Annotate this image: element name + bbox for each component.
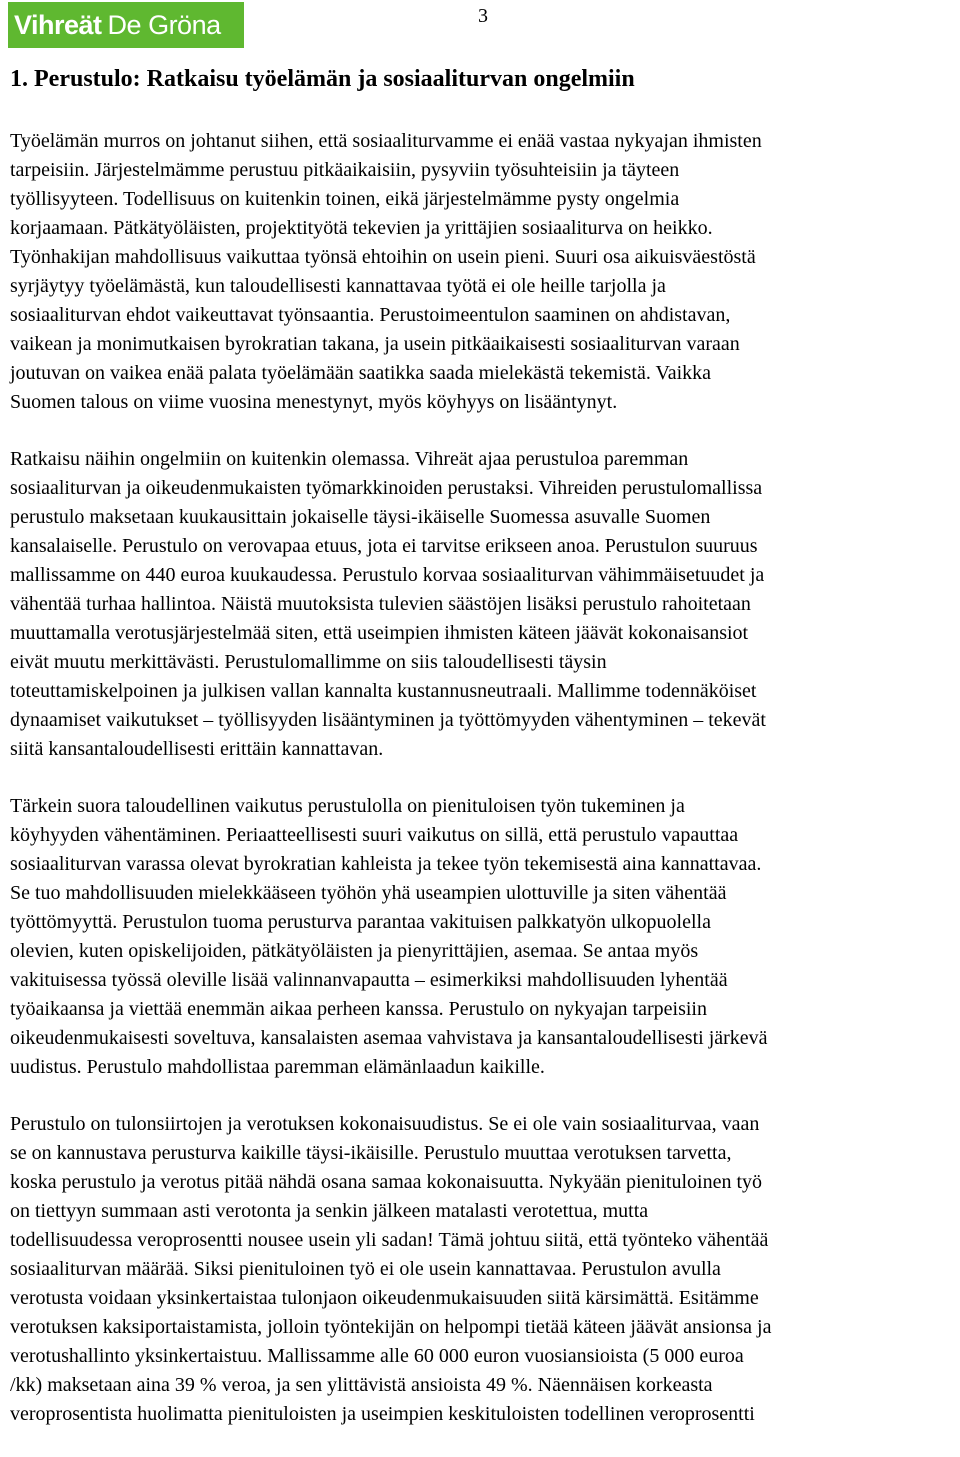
document-body — [10, 127, 954, 1457]
text-line: vaikean ja monimutkaisen byrokratian takana, ja usein pitkäaikaisesti sosiaaliturvan varaan — [10, 333, 740, 355]
text-line: sosiaaliturvan varassa olevat byrokratian kahleista ja tekee työn tekemisestä aina kannattavaa. — [10, 853, 762, 875]
text-line: tarpeisiin. Järjestelmämme perustuu pitkäaikaisiin, pysyviin työsuhteisiin ja täyteen — [10, 159, 680, 181]
logo-word-de-grona: De Gröna — [107, 9, 221, 40]
text-line: sosiaaliturvan ja oikeudenmukaisten työmarkkinoiden perustaksi. Vihreiden perustulomallissa — [10, 477, 763, 499]
text-line: muuttamalla verotusjärjestelmää siten, että useimpien ihmisten käteen jäävät kokonaisansiot — [10, 622, 749, 644]
text-line: syrjäytyy työelämästä, kun taloudellisesti kannattavaa työtä ei ole heille tarjolla ja — [10, 275, 666, 297]
text-line: mallissamme on 440 euroa kuukaudessa. Perustulo korvaa sosiaaliturvan vähimmäisetuudet ja — [10, 564, 765, 586]
text-line: verotushallinto yksinkertaistuu. Mallissamme alle 60 000 euron vuosiansioista (5 000 euroa — [10, 1345, 744, 1367]
section-heading: 1. Perustulo: Ratkaisu työelämän ja sosiaaliturvan ongelmiin — [10, 66, 635, 92]
page-number: 3 — [478, 5, 488, 27]
paragraph-3 — [10, 792, 954, 1082]
text-line: kansalaiselle. Perustulo on verovapaa etuus, jota ei tarvitse erikseen anoa. Perustulon suuruus — [10, 535, 758, 557]
paragraph-2 — [10, 445, 954, 764]
text-line: verotuksen kaksiportaistamista, jolloin työntekijän on helpompi tietää käteen jäävät ansionsa ja — [10, 1316, 772, 1338]
text-line: koska perustulo ja verotus pitää nähdä osana samaa kokonaisuutta. Nykyään pienituloinen työ — [10, 1171, 763, 1193]
text-line: eivät muutu merkittävästi. Perustulomallimme on siis taloudellisesti täysin — [10, 651, 607, 673]
text-line: työllisyyteen. Todellisuus on kuitenkin toinen, eikä järjestelmämme pysty ongelmia — [10, 188, 680, 210]
text-line: työttömyyttä. Perustulon tuoma perusturva parantaa vakituisen palkkatyön ulkopuolella — [10, 911, 711, 933]
text-line: on tiettyyn summaan asti verotonta ja senkin jälkeen matalasti verotettua, mutta — [10, 1200, 649, 1222]
text-line: Se tuo mahdollisuuden mielekkääseen työhön yhä useampien ulottuville ja siten vähentää — [10, 882, 727, 904]
text-line: Perustulo on tulonsiirtojen ja verotuksen kokonaisuudistus. Se ei ole vain sosiaaliturvaa, vaan — [10, 1113, 760, 1135]
text-line: joutuvan on vaikea enää palata työelämään saatikka saada mielekästä tekemistä. Vaikka — [10, 362, 712, 384]
text-line: oikeudenmukaisesti soveltuva, kansalaisten asemaa vahvistava ja kansantaloudellisesti järkevä — [10, 1027, 768, 1049]
text-line: toteuttamiskelpoinen ja julkisen vallan kannalta kustannusneutraali. Mallimme todennäköiset — [10, 680, 757, 702]
text-line: Työnhakijan mahdollisuus vaikuttaa työnsä ehtoihin on usein pieni. Suuri osa aikuisväestöstä — [10, 246, 756, 268]
text-line: sosiaaliturvan ehdot vaikeuttavat työnsaantia. Perustoimeentulon saaminen on ahdistavan, — [10, 304, 731, 326]
text-line: vähentää turhaa hallintoa. Näistä muutoksista tulevien säästöjen lisäksi perustulo rahoitetaan — [10, 593, 751, 615]
paragraph-1 — [10, 127, 954, 417]
text-line: korjaamaan. Pätkätyöläisten, projektityötä tekevien ja yrittäjien sosiaaliturva on heikko. — [10, 217, 713, 239]
text-line: perustulo maksetaan kuukausittain jokaiselle täysi-ikäiselle Suomessa asuvalle Suomen — [10, 506, 711, 528]
text-line: vakituisessa työssä oleville lisää valinnanvapautta – esimerkiksi mahdollisuuden lyhentää — [10, 969, 728, 991]
text-line: todellisuudessa veroprosentti nousee usein yli sadan! Tämä johtuu siitä, että työnteko vähentää — [10, 1229, 769, 1251]
text-line: dynaamiset vaikutukset – työllisyyden lisääntyminen ja työttömyyden vähentyminen – tekevät — [10, 709, 766, 731]
text-line: siitä kansantaloudellisesti erittäin kannattavan. — [10, 738, 384, 760]
text-line: olevien, kuten opiskelijoiden, pätkätyöläisten ja pienyrittäjien, asemaa. Se antaa myös — [10, 940, 699, 962]
text-line: veroprosentista huolimatta pienituloisten ja useimpien keskituloisten todellinen veroprosentti — [10, 1403, 755, 1425]
text-line: uudistus. Perustulo mahdollistaa paremman elämänlaadun kaikille. — [10, 1056, 545, 1078]
text-line: /kk) maksetaan aina 39 % veroa, ja sen ylittävistä ansioista 49 %. Näennäisen korkeasta — [10, 1374, 713, 1396]
text-line: Ratkaisu näihin ongelmiin on kuitenkin olemassa. Vihreät ajaa perustuloa paremman — [10, 448, 689, 470]
text-line: Tärkein suora taloudellinen vaikutus perustulolla on pienituloisen työn tukeminen ja — [10, 795, 685, 817]
text-line: se on kannustava perusturva kaikille täysi-ikäisille. Perustulo muuttaa verotuksen tarvetta, — [10, 1142, 732, 1164]
logo-word-vihreat: Vihreät — [14, 9, 102, 40]
text-line: työaikaansa ja viettää enemmän aikaa perheen kanssa. Perustulo on nykyajan tarpeisiin — [10, 998, 707, 1020]
text-line: sosiaaliturvan määrää. Siksi pienituloinen työ ei ole usein kannattavaa. Perustulon avulla — [10, 1258, 721, 1280]
text-line: Työelämän murros on johtanut siihen, että sosiaaliturvamme ei enää vastaa nykyajan ihmisten — [10, 130, 762, 152]
vihreat-logo — [8, 2, 244, 48]
paragraph-4 — [10, 1110, 954, 1429]
text-line: Suomen talous on viime vuosina menestynyt, myös köyhyys on lisääntynyt. — [10, 391, 618, 413]
text-line: köyhyyden vähentäminen. Periaatteellisesti suuri vaikutus on sillä, että perustulo vapauttaa — [10, 824, 739, 846]
text-line: verotusta voidaan yksinkertaistaa tulonjaon oikeudenmukaisuuden siitä kärsimättä. Esitämme — [10, 1287, 759, 1309]
